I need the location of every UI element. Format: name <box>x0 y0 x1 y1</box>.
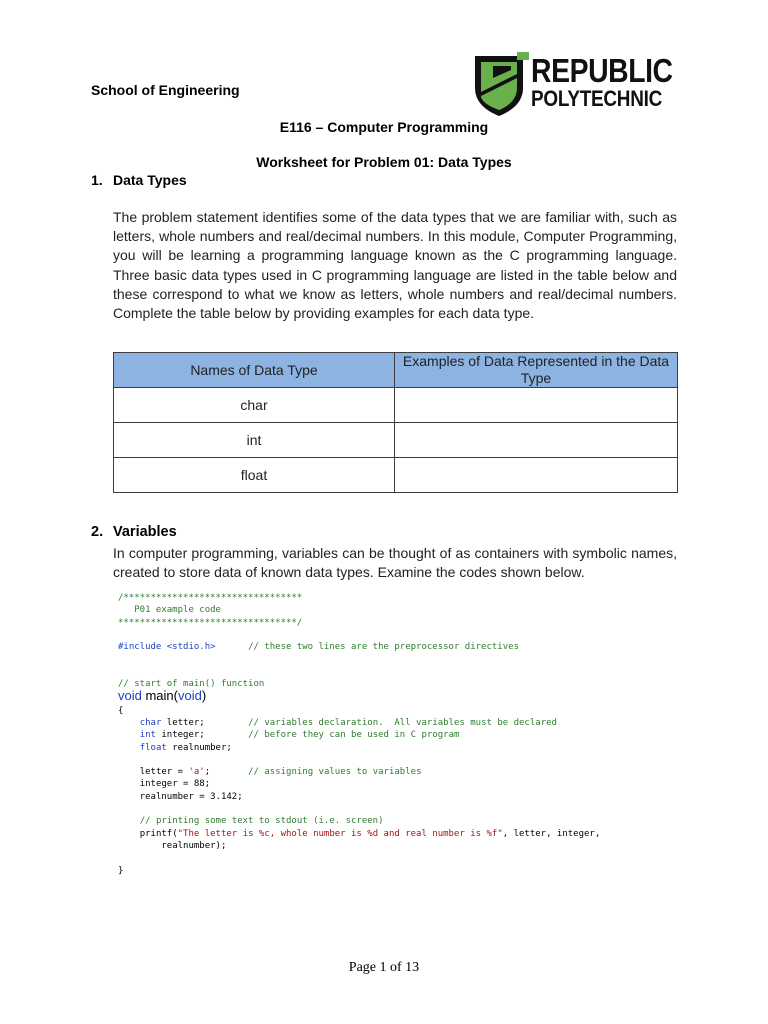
republic-polytechnic-logo <box>473 52 678 118</box>
data-types-table <box>113 352 678 493</box>
table-header-row <box>114 353 678 388</box>
section-2-title: Variables <box>113 524 177 540</box>
worksheet-title: Worksheet for Problem 01: Data Types <box>256 154 512 170</box>
code-comment: /********************************* <box>118 593 303 603</box>
section-1-title: Data Types <box>113 172 187 188</box>
table-row <box>114 458 678 493</box>
section-1-heading <box>91 172 187 188</box>
code-main-signature: void main(void) <box>118 688 207 704</box>
code-brace: { <box>118 705 124 716</box>
table-cell-answer[interactable] <box>395 458 678 493</box>
code-comment: // start of main() function <box>118 679 265 690</box>
table-cell: float <box>114 458 395 493</box>
section-2-paragraph: In computer programming, variables can be thought of as containers with symbolic names, created to store data of known data types. Examine the codes shown below. <box>113 545 677 581</box>
table-cell-answer[interactable] <box>395 423 678 458</box>
table-cell-answer[interactable] <box>395 388 678 423</box>
code-comment: // variables declaration. All variables must be declared <box>248 717 557 728</box>
course-title: E116 – Computer Programming <box>279 119 489 135</box>
table-cell: int <box>114 423 395 458</box>
section-2-number: 2. <box>91 524 104 540</box>
code-include: #include <stdio.h> <box>118 642 216 653</box>
code-comment: // printing some text to stdout (i.e. screen) <box>139 816 384 827</box>
code-screenshot: /********************************* P01 example code *********************************/ #include <stdio.h> // these two lines are the preprocessor directives // start of main() function void main(void) { char letter; // variables declaration. All variables must be declared int integer; // before they can be used in C program float realnumber; letter = 'a'; // assigning values to variables integer = 88; realnumber = 3.142; // printing some text to stdout (i.e. screen) printf("The letter is %c, whole number is %d and real number is %f", letter, integer, realnumber); } <box>118 593 601 876</box>
page-number: Page 1 of 13 <box>348 960 420 975</box>
code-comment: // assigning values to variables <box>248 767 422 778</box>
table-row <box>114 388 678 423</box>
table-header-cell: Examples of Data Represented in the Data Type <box>395 353 678 388</box>
logo-line-2: POLYTECHNIC <box>531 86 663 111</box>
code-brace: } <box>118 865 124 876</box>
logo-line-1: REPUBLIC <box>531 52 673 89</box>
section-2-heading <box>91 524 177 540</box>
table-cell: char <box>114 388 395 423</box>
code-comment: *********************************/ <box>118 617 303 628</box>
section-1-paragraph: The problem statement identifies some of the data types that we are familiar with, such as letters, whole numbers and real/decimal numbers. In this module, Computer Programming, you will be learning a programming language known as the C programming language. Three basic data types used in C programming language are listed in the table below and these correspond to what we know as letters, whole numbers and real/decimal numbers. Complete the table below by providing examples for each data type. <box>113 209 677 322</box>
school-name: School of Engineering <box>91 82 240 98</box>
section-1-number: 1. <box>91 172 103 188</box>
code-comment: // these two lines are the preprocessor directives <box>248 642 519 653</box>
shield-icon <box>473 52 529 118</box>
table-header-cell: Names of Data Type <box>114 353 395 388</box>
code-comment: P01 example code <box>118 605 221 616</box>
code-comment: // before they can be used in C program <box>248 730 460 741</box>
table-row <box>114 423 678 458</box>
